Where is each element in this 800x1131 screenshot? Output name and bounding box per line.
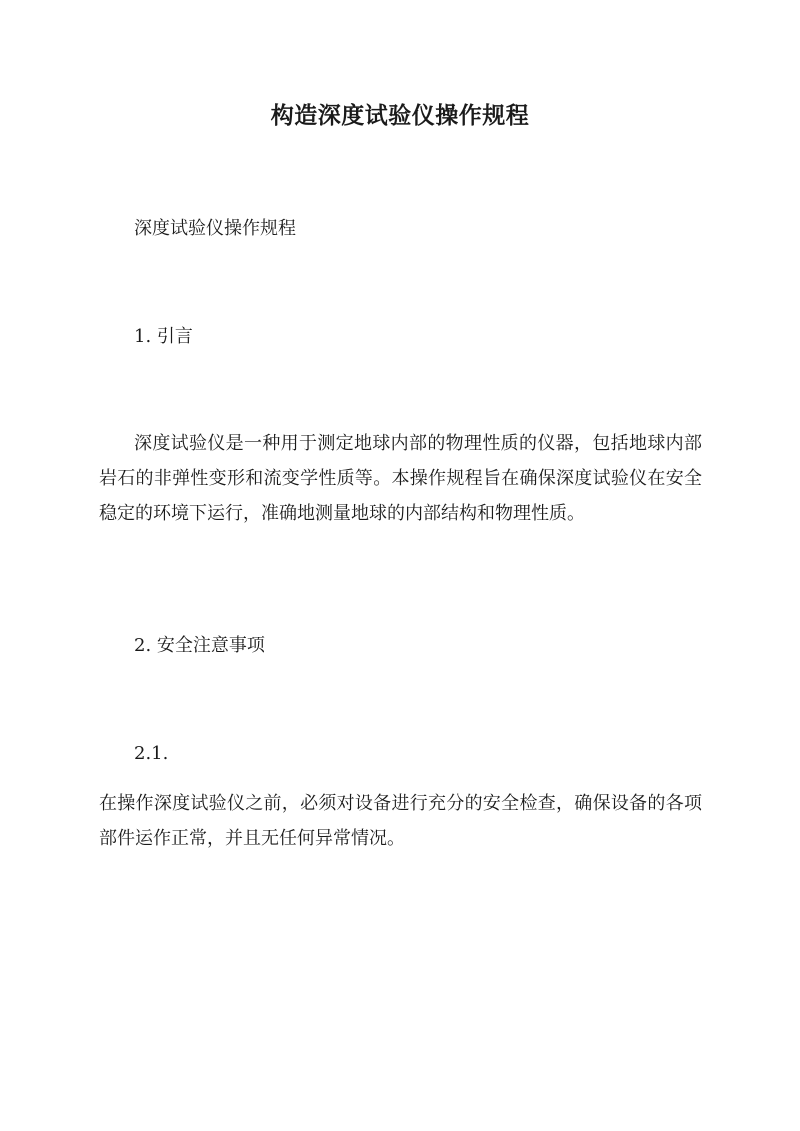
item-2-1-body: 在操作深度试验仪之前，必须对设备进行充分的安全检查，确保设备的各项部件运作正常，并且无任何异常情况。 bbox=[99, 793, 702, 849]
section-1-body: 深度试验仪是一种用于测定地球内部的物理性质的仪器，包括地球内部岩石的非弹性变形和流变学性质等。本操作规程旨在确保深度试验仪在安全稳定的环境下运行，准确地测量地球的内部结构和物理性质。 bbox=[99, 433, 702, 524]
document-subtitle: 深度试验仪操作规程 bbox=[134, 218, 296, 239]
item-2-1-number: 2.1. bbox=[134, 743, 169, 764]
section-2-heading: 2. 安全注意事项 bbox=[134, 635, 265, 656]
document-title: 构造深度试验仪操作规程 bbox=[270, 102, 530, 129]
section-1-heading: 1. 引言 bbox=[134, 326, 193, 347]
